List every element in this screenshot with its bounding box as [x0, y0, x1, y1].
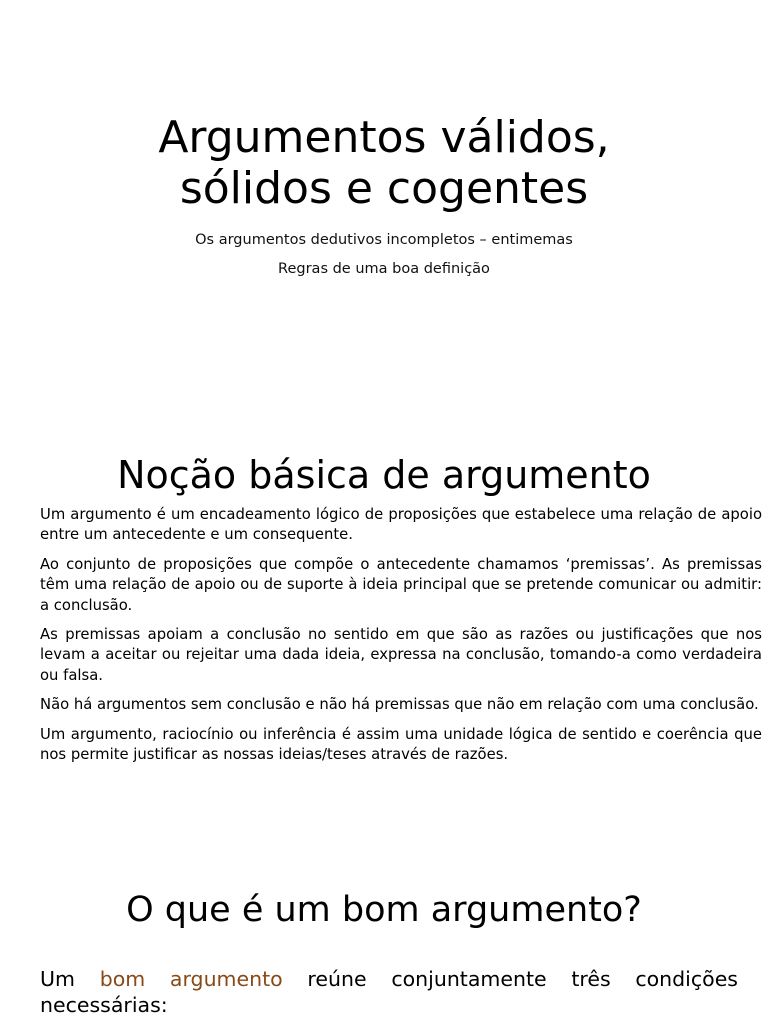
- presentation-title-line2: sólidos e cogentes: [179, 163, 589, 214]
- slide3-body-prefix: Um: [40, 967, 100, 991]
- slide2-paragraph-4: Não há argumentos sem conclusão e não há premissas que não em relação com uma conclusão.: [40, 696, 759, 714]
- presentation-title-line1: Argumentos válidos,: [158, 112, 610, 163]
- slide3-body: [40, 966, 738, 1018]
- presentation-subtitle-1: Os argumentos dedutivos incompletos – entimemas: [195, 232, 573, 248]
- presentation-title: [0, 112, 768, 214]
- slide2-paragraph-3: As premissas apoiam a conclusão no sentido em que são as razões ou justificações que nos levam a aceitar ou rejeitar uma dada ideia, expressa na conclusão, tomando-a como verdadeira ou falsa.: [40, 626, 762, 684]
- presentation-subtitle-2: Regras de uma boa definição: [278, 261, 490, 277]
- slide3-highlight-term: bom argumento: [99, 967, 283, 991]
- slide2-body: [40, 505, 762, 774]
- slide2-paragraph-2: Ao conjunto de proposições que compõe o antecedente chamamos ‘premissas’. As premissas têm uma relação de apoio ou de suporte à ideia principal que se pretende comunicar ou admitir: a conclusão.: [40, 555, 762, 614]
- slide2-title: Noção básica de argumento: [117, 453, 651, 497]
- slide2-paragraph-1: Um argumento é um encadeamento lógico de proposições que estabelece uma relação de apoio entre um antecedente e um consequente.: [40, 506, 762, 544]
- slide2-paragraph-5: Um argumento, raciocínio ou inferência é assim uma unidade lógica de sentido e coerência que nos permite justificar as nossas ideias/teses através de razões.: [40, 725, 762, 764]
- slide3-body-suffix: reúne conjuntamente três condições necessárias:: [40, 967, 738, 1017]
- slide3-title: O que é um bom argumento?: [126, 890, 642, 930]
